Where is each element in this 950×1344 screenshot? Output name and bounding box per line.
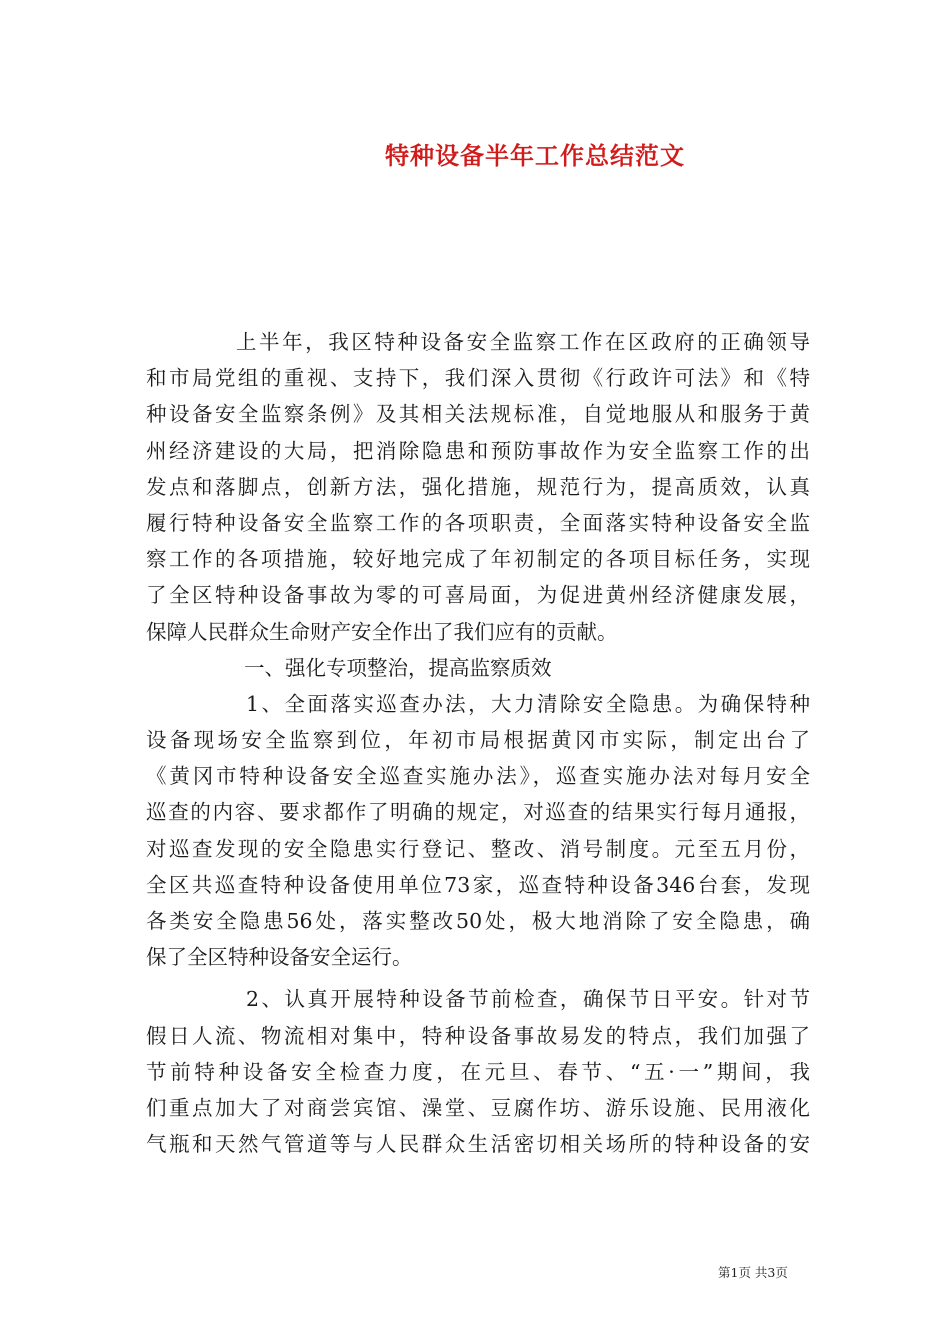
paragraph-line: 假日人流、物流相对集中，特种设备事故易发的特点，我们加强了 [146,1023,810,1048]
section-heading: 一、强化专项整治，提高监察质效 [244,655,552,680]
paragraph-line: 巡查的内容、要求都作了明确的规定，对巡查的结果实行每月通报， [146,800,810,825]
paragraph-line: 们重点加大了对商尝宾馆、澡堂、豆腐作坊、游乐设施、民用液化 [146,1095,810,1120]
paragraph-line: 州经济建设的大局，把消除隐患和预防事故作为安全监察工作的出 [146,438,810,463]
document-body [146,324,810,1162]
paragraph-line: 气瓶和天然气管道等与人民群众生活密切相关场所的特种设备的安 [146,1132,810,1157]
paragraph-line: 各类安全隐患56处，落实整改50处，极大地消除了安全隐患，确 [146,909,810,933]
paragraph-line: 上半年，我区特种设备安全监察工作在区政府的正确领导 [236,330,810,354]
paragraph-line: 履行特种设备安全监察工作的各项职责，全面落实特种设备安全监 [146,510,810,535]
paragraph-line: 全区共巡查特种设备使用单位73家，巡查特种设备346台套，发现 [146,872,810,897]
paragraph-line: 种设备安全监察条例》及其相关法规标准，自觉地服从和服务于黄 [146,402,810,427]
paragraph-line: 保障人民群众生命财产安全作出了我们应有的贡献。 [146,619,618,644]
paragraph-line: 2、认真开展特种设备节前检查，确保节日平安。针对节 [246,987,810,1012]
paragraph-line: 节前特种设备安全检查力度，在元旦、春节、“五·一”期间，我 [146,1059,810,1084]
page-number: 第1页 共3页 [718,1265,788,1280]
paragraph-line: 《黄冈市特种设备安全巡查实施办法》，巡查实施办法对每月安全 [146,764,810,789]
paragraph-line: 1、全面落实巡查办法，大力清除安全隐患。为确保特种 [246,691,810,716]
paragraph-line: 对巡查发现的安全隐患实行登记、整改、消号制度。元至五月份， [146,836,810,861]
document-title: 特种设备半年工作总结范文 [385,141,685,170]
paragraph-line: 保了全区特种设备安全运行。 [146,945,413,970]
paragraph-line: 察工作的各项措施，较好地完成了年初制定的各项目标任务，实现 [146,547,810,572]
paragraph-line: 设备现场安全监察到位，年初市局根据黄冈市实际，制定出台了 [146,728,810,753]
paragraph-line: 和市局党组的重视、支持下，我们深入贯彻《行政许可法》和《特 [146,366,810,391]
paragraph-line: 发点和落脚点，创新方法，强化措施，规范行为，提高质效，认真 [146,474,810,499]
paragraph-line: 了全区特种设备事故为零的可喜局面，为促进黄州经济健康发展， [146,583,810,608]
